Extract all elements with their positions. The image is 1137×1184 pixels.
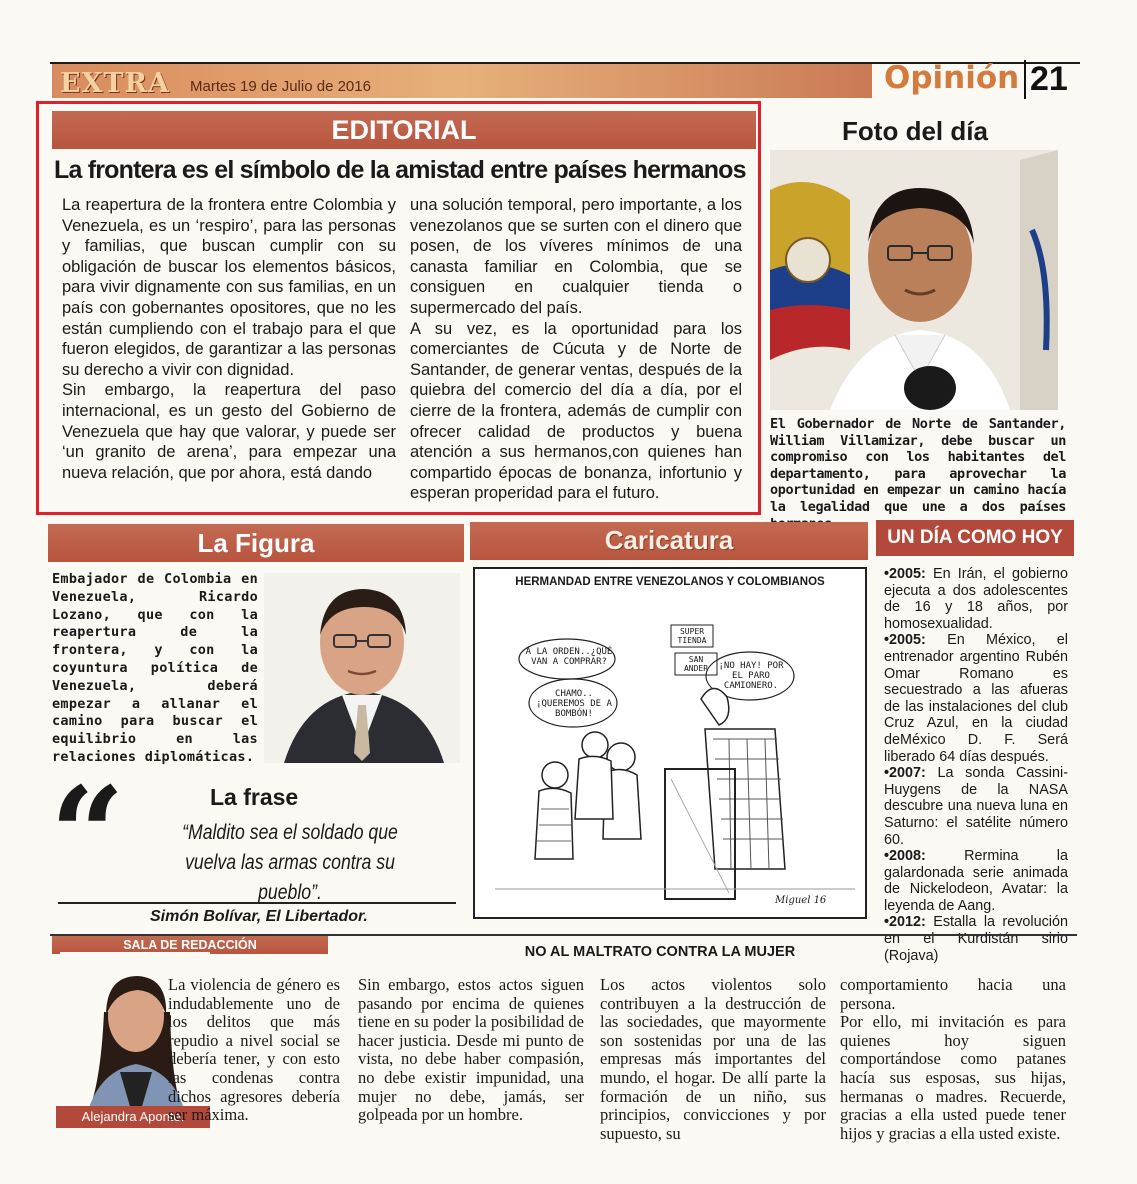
cartoon-signature: Miguel 16 — [775, 895, 827, 906]
event-year: •2005: — [884, 632, 926, 649]
figura-text: Embajador de Colombia en Venezuela, Ricardo Lozano, que con la reapertura de la frontera, y con la coyuntura política de Venezuela, deberá empezar a allanar el camino para buscar el equilibrio en las relaciones diplomáticas. — [52, 571, 258, 765]
editorial-column-2 — [410, 195, 742, 504]
cartoon-bubble-1: A LA ORDEN..¿QUÉ VAN A COMPRAR? — [525, 647, 613, 667]
page-number: 21 — [1024, 60, 1068, 99]
editorial-paragraph: una solución temporal, pero importante, a los venezolanos que se surten con el dinero que posen, de los víveres mínimos de una canasta familiar en Colombia, que se consiguen en cualquier tienda o supermercado del país. — [410, 196, 742, 317]
event-year: •2005: — [884, 566, 926, 582]
sala-column-4 — [840, 976, 1066, 1143]
caricatura-title: Caricatura — [604, 525, 734, 555]
hoy-title: UN DÍA COMO HOY — [887, 527, 1063, 548]
cartoon-bubble-3: ¡NO HAY! POR EL PARO CAMIONERO. — [718, 661, 784, 691]
event-text: En Irán, el gobierno ejecuta a dos adolescentes de 16 y 18 años, por homosexualidad. — [884, 566, 1068, 632]
sala-column-1: La violencia de género es indudablemente uno de los delitos que más repudio a nivel social se debería tener, y con esto las condenas contra dichos agresores debería ser máxima. — [168, 975, 340, 1125]
event-text: Rermina la galardonada serie animada de Nickelodeon, Avatar: la leyenda de Aang. — [884, 848, 1068, 914]
event-text: La sonda Cassini-Huygens de la NASA descubre una nueva luna en Saturno: el satélite número 60. — [884, 765, 1068, 848]
sala-paragraph: Por ello, mi invitación es para quienes hoy siguen comportándose como patanes hacía sus esposas, sus hijas, hermanas o madres. Recuerde, gracias a ella usted puede tener hijos y gracias a ella usted existe. — [840, 1012, 1066, 1143]
governor-photo — [770, 150, 1058, 410]
ambassador-photo — [264, 573, 460, 763]
figura-title: La Figura — [197, 528, 315, 558]
photo-of-day-title: Foto del día — [842, 116, 988, 146]
event-year: •2007: — [884, 765, 926, 782]
sala-column-2: Sin embargo, estos actos siguen pasando por encima de quienes tiene en su poder la posibilidad de hacer justicia. Desde mi punto de vista, no debe haber compasión, no debe existir impunidad, una mujer no debe, jamás, ser golpeada por un hombre. — [358, 975, 584, 1125]
cartoon-frame — [473, 567, 867, 919]
author-name: Alejandra Aponte. — [56, 1106, 210, 1128]
quote-mark-icon: “ — [50, 758, 125, 911]
event-year: •2008: — [884, 848, 926, 865]
list-item — [884, 632, 1068, 765]
editorial-paragraph: Sin embargo, la reapertura del paso internacional, es un gesto del Gobierno de Venezuela que hay que valorar, y puede ser ‘un granito de arena’, para empezar una nueva relación, que por ahora, está dando — [62, 381, 396, 482]
cartoon-sign-2: SAN ANDER — [683, 655, 709, 673]
section-title: Opinión — [884, 60, 1020, 96]
sala-paragraph: comportamiento hacia una persona. — [840, 975, 1066, 1013]
hoy-list — [884, 566, 1068, 964]
list-item — [884, 765, 1068, 848]
event-text: Estalla la revolución en el Kurdistán sirio (Rojava) — [884, 914, 1068, 964]
editorial-paragraph: A su vez, es la oportunidad para los comerciantes de Cúcuta y de Norte de Santander, de generar ventas, después de la quiebra del comercio del día a día, por el cierre de la frontera, además de cumplir con ofrecer calidad de productos y buena atención a sus hermanos,con quienes han compartido épocas de bonanza, infortunio y esperan properidad para el futuro. — [410, 319, 742, 503]
event-year: •2012: — [884, 914, 926, 931]
header-band — [52, 64, 872, 98]
event-text: En México, el entrenador argentino Rubén Omar Romano es secuestrado a las afueras de las instalaciones del club Cruz Azul, en la ciudad deMéxico D. F. Será liberado 64 días después. — [884, 632, 1068, 765]
sala-headline: NO AL MALTRATO CONTRA LA MUJER — [524, 944, 796, 960]
frase-quote: “Maldito sea el soldado que vuelva las armas contra su pueblo”. — [182, 821, 398, 904]
list-item — [884, 914, 1068, 964]
photo-caption: El Gobernador de Norte de Santander, William Villamizar, debe buscar un compromiso con los habitantes del departamento, para aprovechar la oportunidad en empezar un camino hacía la legalidad que une a dos países — [770, 416, 1066, 515]
frase-author: Simón Bolívar, El Libertador. — [150, 908, 368, 925]
editorial-column-1 — [62, 195, 396, 483]
sala-label: SALA DE REDACCIÓN — [123, 938, 257, 952]
sala-column-3: Los actos violentos solo contribuyen a la destrucción de las sociedades, que mayormente son sostenidas por una de las empresas más importantes del mundo, el hogar. De allí parte la formación de un niño, sus principios, convicciones y por supuesto, su — [600, 975, 826, 1143]
cartoon-bubble-2: CHAMO.. ¡QUEREMOS DE A BOMBÓN! — [536, 689, 612, 719]
issue-date: Martes 19 de Julio de 2016 — [190, 78, 371, 95]
list-item — [884, 566, 1068, 632]
frase-title: La frase — [210, 784, 299, 810]
list-item — [884, 848, 1068, 914]
cartoon-sign-1: SUPER TIENDA — [677, 627, 707, 645]
editorial-headline: La frontera es el símbolo de la amistad entre países hermanos — [54, 156, 746, 184]
editorial-paragraph: La reapertura de la frontera entre Colombia y Venezuela, es un ‘respiro’, para las personas y familias, que buscan cumplir con su obligación de buscar los elementos básicos, para vivir dignamente con sus familias, en un país con gobernantes opositores, que no les están cumpliendo con el trabajo para el que fueron elegidos, de garantizar a las personas su derecho a vivir con dignidad. — [62, 196, 396, 379]
newspaper-logo: EXTRA — [60, 68, 171, 99]
editorial-label: EDITORIAL — [331, 115, 477, 145]
cartoon-caption: HERMANDAD ENTRE VENEZOLANOS Y COLOMBIANOS — [515, 576, 825, 588]
frase-divider — [58, 902, 456, 904]
